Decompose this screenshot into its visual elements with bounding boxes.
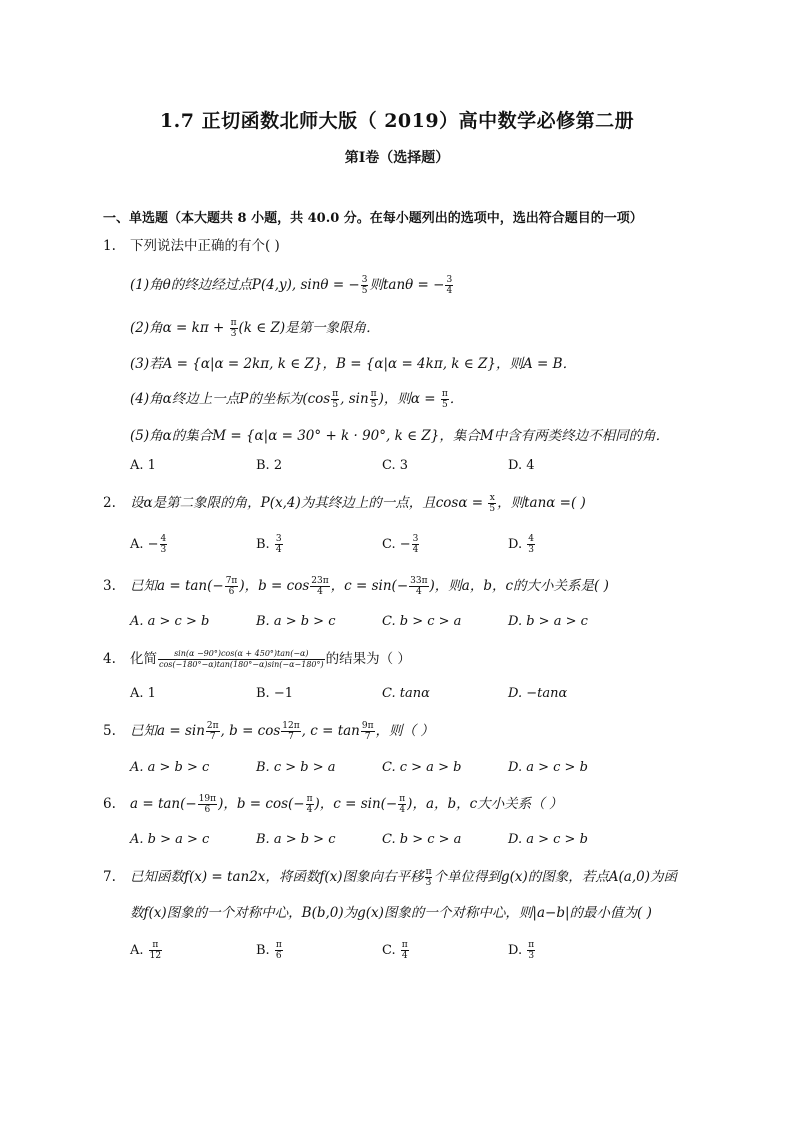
option-c[interactable]: C. 3 <box>382 458 409 473</box>
option-c[interactable]: C. − $\frac{3}{4}$ <box>382 534 419 555</box>
option-b[interactable]: B. a > b > c <box>256 614 336 629</box>
question-stem: 已知a = tan(− $\frac{7\pi}{6}$ )，b = cos $\frac{23\pi}{4}$ ，c = sin(− $\frac{33\pi}{4}$ )，则a，b，c的大小关系是( ) <box>130 576 609 597</box>
question-stem: a = tan(− $\frac{19\pi}{6}$ )，b = cos(− $\frac{\pi}{4}$ )，c = sin(− $\frac{\pi}{4}$ )，a，b，c大小关系（ ） <box>130 794 563 815</box>
option-a[interactable]: A. $\frac{\pi}{12}$ <box>130 940 162 961</box>
statement-3: (3)若A = {α|α = 2kπ, k ∈ Z}，B = {α|α = 4kπ, k ∈ Z}，则A = B． <box>130 356 577 372</box>
statement-4: (4)角α终边上一点P的坐标为(cos $\frac{\pi}{5}$ , sin $\frac{\pi}{5}$ )，则α = $\frac{\pi}{5}$ ． <box>130 389 464 410</box>
statement-2: (2)角α = kπ + $\frac{\pi}{3}$ (k ∈ Z)是第一象限角． <box>130 318 380 339</box>
option-c[interactable]: C. b > c > a <box>382 832 462 847</box>
page-title: 1.7 正切函数北师大版（ 2019）高中数学必修第二册 <box>159 110 635 132</box>
option-d[interactable]: D. $\frac{\pi}{3}$ <box>508 940 535 961</box>
question-number: 6. <box>103 796 116 812</box>
option-b[interactable]: B. $\frac{\pi}{6}$ <box>256 940 282 961</box>
question-number: 3. <box>103 578 116 594</box>
question-stem: 已知函数f(x) = tan2x，将函数f(x)图象向右平移 $\frac{\pi}{3}$ 个单位得到g(x)的图象，若点A(a,0)为函 <box>130 867 677 888</box>
option-a[interactable]: A. b > a > c <box>130 832 210 847</box>
option-a[interactable]: A. − $\frac{4}{3}$ <box>130 534 167 555</box>
option-b[interactable]: B. 2 <box>256 458 283 473</box>
question-stem: 设α是第二象限的角，P(x,4)为其终边上的一点，且cosα = $\frac{x}{5}$ ，则tanα =( ) <box>130 493 586 514</box>
option-a[interactable]: A. 1 <box>130 458 156 473</box>
question-number: 7. <box>103 869 116 885</box>
statement-1: (1)角θ的终边经过点P(4,y), sinθ = − $\frac{3}{5}$ 则tanθ = − $\frac{3}{4}$ <box>130 275 453 296</box>
option-a[interactable]: A. a > c > b <box>130 614 210 629</box>
question-number: 4. <box>103 651 116 667</box>
question-stem: 化简 $\frac{\sin(\alpha -90^\circ)\cos(\alpha + 450^\circ)\tan(-\alpha)}{\cos(-180^\circ-\alpha)\tan(180^\circ-\alpha)\sin(-\alpha-180^\circ)}$ 的结果为（ ） <box>130 649 411 669</box>
option-b[interactable]: B. −1 <box>256 686 293 701</box>
option-a[interactable]: A. a > b > c <box>130 760 210 775</box>
option-d[interactable]: D. $\frac{4}{3}$ <box>508 534 534 555</box>
option-a[interactable]: A. 1 <box>130 686 156 701</box>
question-number: 1. <box>103 238 116 254</box>
question-number: 5. <box>103 723 116 739</box>
option-c[interactable]: C. tanα <box>382 686 430 701</box>
option-c[interactable]: C. b > c > a <box>382 614 462 629</box>
option-d[interactable]: D. −tanα <box>508 686 568 701</box>
option-b[interactable]: B. a > b > c <box>256 832 336 847</box>
question-stem-continued: 数f(x)图象的一个对称中心，B(b,0)为g(x)图象的一个对称中心，则|a−b|的最小值为( ) <box>130 905 652 921</box>
question-number: 2. <box>103 495 116 511</box>
option-d[interactable]: D. b > a > c <box>508 614 588 629</box>
page-subtitle: 第I卷（选择题） <box>344 150 450 166</box>
option-c[interactable]: C. c > a > b <box>382 760 462 775</box>
option-d[interactable]: D. a > c > b <box>508 760 588 775</box>
statement-5: (5)角α的集合M = {α|α = 30° + k · 90°, k ∈ Z}，集合M中含有两类终边不相同的角． <box>130 428 670 444</box>
question-stem: 下列说法中正确的有个( ) <box>130 238 280 254</box>
option-d[interactable]: D. a > c > b <box>508 832 588 847</box>
option-b[interactable]: B. $\frac{3}{4}$ <box>256 534 282 555</box>
option-c[interactable]: C. $\frac{\pi}{4}$ <box>382 940 408 961</box>
option-d[interactable]: D. 4 <box>508 458 535 473</box>
section-heading: 一、单选题（本大题共 8 小题，共 40.0 分。在每小题列出的选项中，选出符合题目的一项） <box>103 211 643 226</box>
option-b[interactable]: B. c > b > a <box>256 760 336 775</box>
question-stem: 已知a = sin $\frac{2\pi}{7}$ , b = cos $\frac{12\pi}{7}$ , c = tan $\frac{9\pi}{7}$ ，则（ ） <box>130 721 434 742</box>
